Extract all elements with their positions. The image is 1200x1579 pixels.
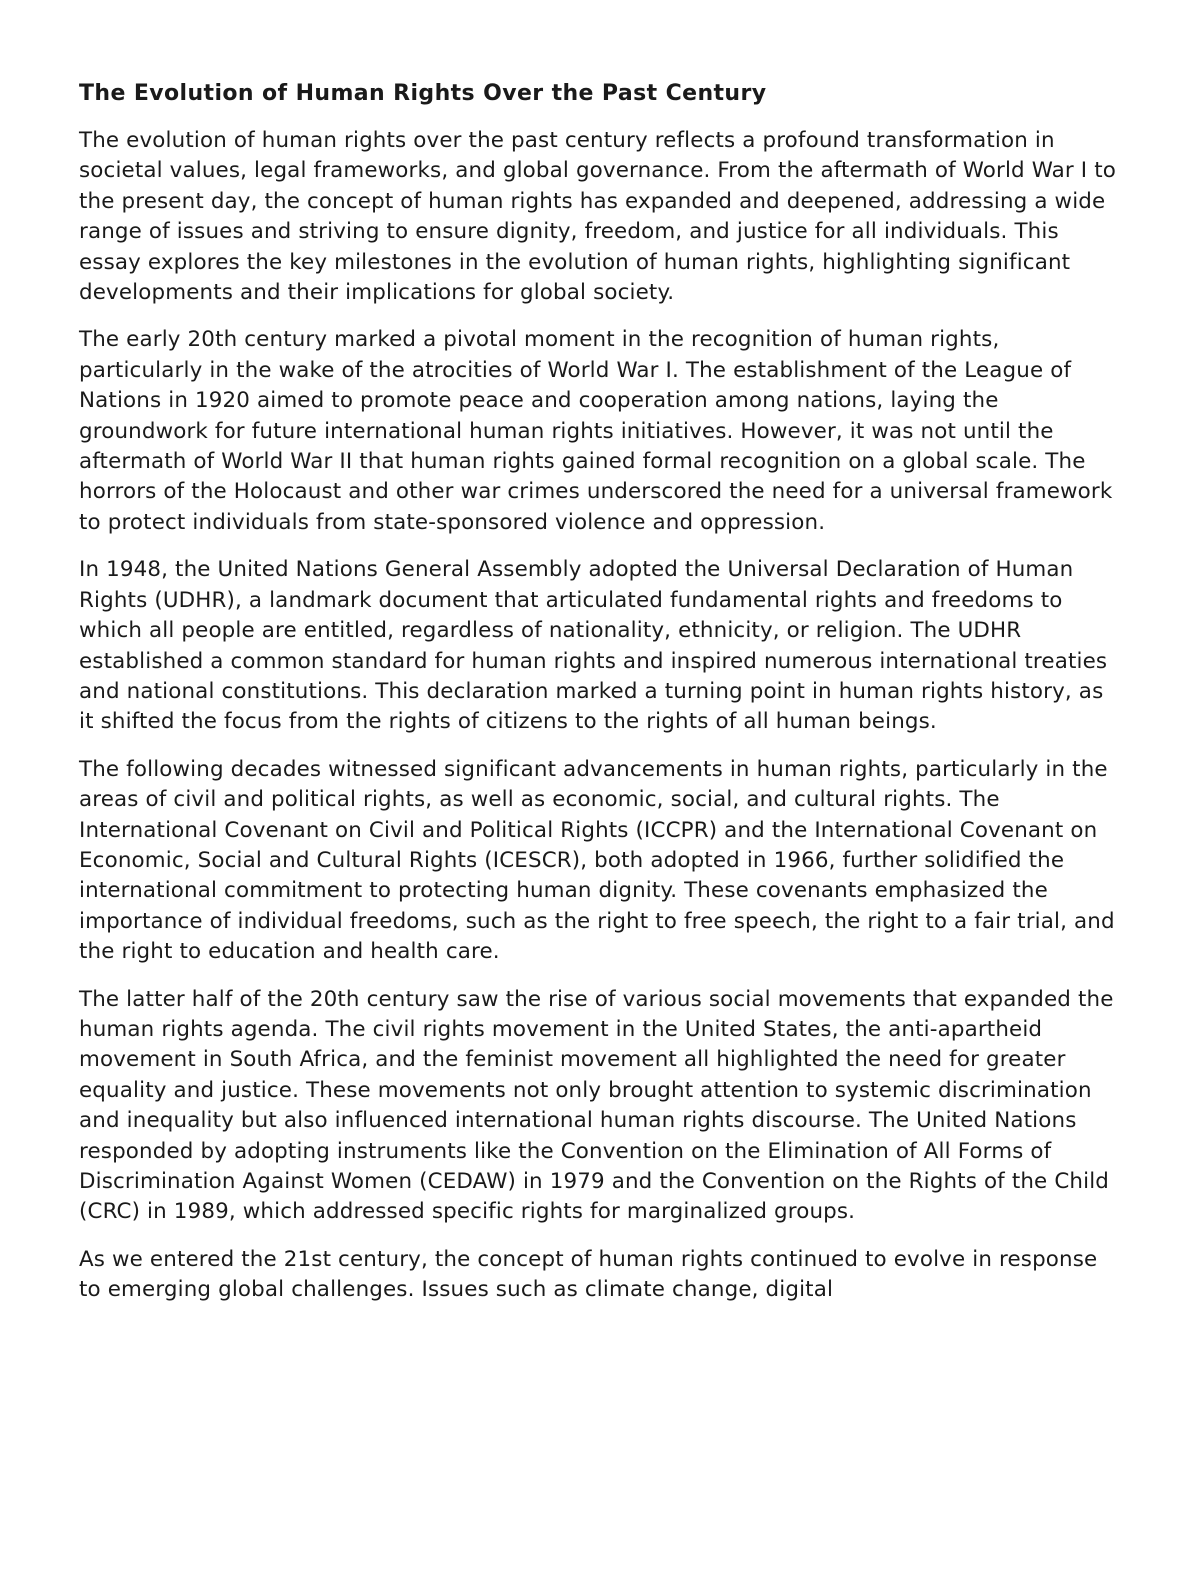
paragraph-3: In 1948, the United Nations General Assembly adopted the Universal Declaration of Human Rights (UDHR), a landmark document that articulated fundamental rights and freedoms to which all people are entitled, regardless of nationality, ethnicity, or religion. The UDHR established a common standard for human rights and inspired numerous international treaties and national constitutions. This declaration marked a turning point in human rights history, as it shifted the focus from the rights of citizens to the rights of all human beings. — [79, 557, 1108, 735]
paragraph-5: The latter half of the 20th century saw the rise of various social movements that expanded the human rights agenda. The civil rights movement in the United States, the anti-apartheid movement in South Africa, and the feminist movement all highlighted the need for greater equality and justice. These movements not only brought attention to systemic discrimination and inequality but also influenced international human rights discourse. The United Nations responded by adopting instruments like the Convention on the Elimination of All Forms of Discrimination Against Women (CEDAW) in 1979 and the Convention on the Rights of the Child (CRC) in 1989, which addressed specific rights for marginalized groups. — [79, 986, 1114, 1225]
document-body — [79, 78, 1124, 1323]
paragraph-1: The evolution of human rights over the past century reflects a profound transformation in societal values, legal frameworks, and global governance. From the aftermath of World War I to the present day, the concept of human rights has expanded and deepened, addressing a wide range of issues and striving to ensure dignity, freedom, and justice for all individuals. This essay explores the key milestones in the evolution of human rights, highlighting significant developments and their implications for global society. — [79, 128, 1116, 306]
paragraph-2: The early 20th century marked a pivotal moment in the recognition of human rights, particularly in the wake of the atrocities of World War I. The establishment of the League of Nations in 1920 aimed to promote peace and cooperation among nations, laying the groundwork for future international human rights initiatives. However, it was not until the aftermath of World War II that human rights gained formal recognition on a global scale. The horrors of the Holocaust and other war crimes underscored the need for a universal framework to protect individuals from state-sponsored violence and oppression. — [79, 327, 1113, 535]
paragraph-6: As we entered the 21st century, the concept of human rights continued to evolve in response to emerging global challenges. Issues such as climate change, digital — [79, 1246, 1098, 1303]
paragraph-4: The following decades witnessed significant advancements in human rights, particularly in the areas of civil and political rights, as well as economic, social, and cultural rights. The International Covenant on Civil and Political Rights (ICCPR) and the International Covenant on Economic, Social and Cultural Rights (ICESCR), both adopted in 1966, further solidified the international commitment to protecting human dignity. These covenants emphasized the importance of individual freedoms, such as the right to free speech, the right to a fair trial, and the right to education and health care. — [79, 756, 1115, 965]
document-title: The Evolution of Human Rights Over the Past Century — [79, 81, 767, 106]
